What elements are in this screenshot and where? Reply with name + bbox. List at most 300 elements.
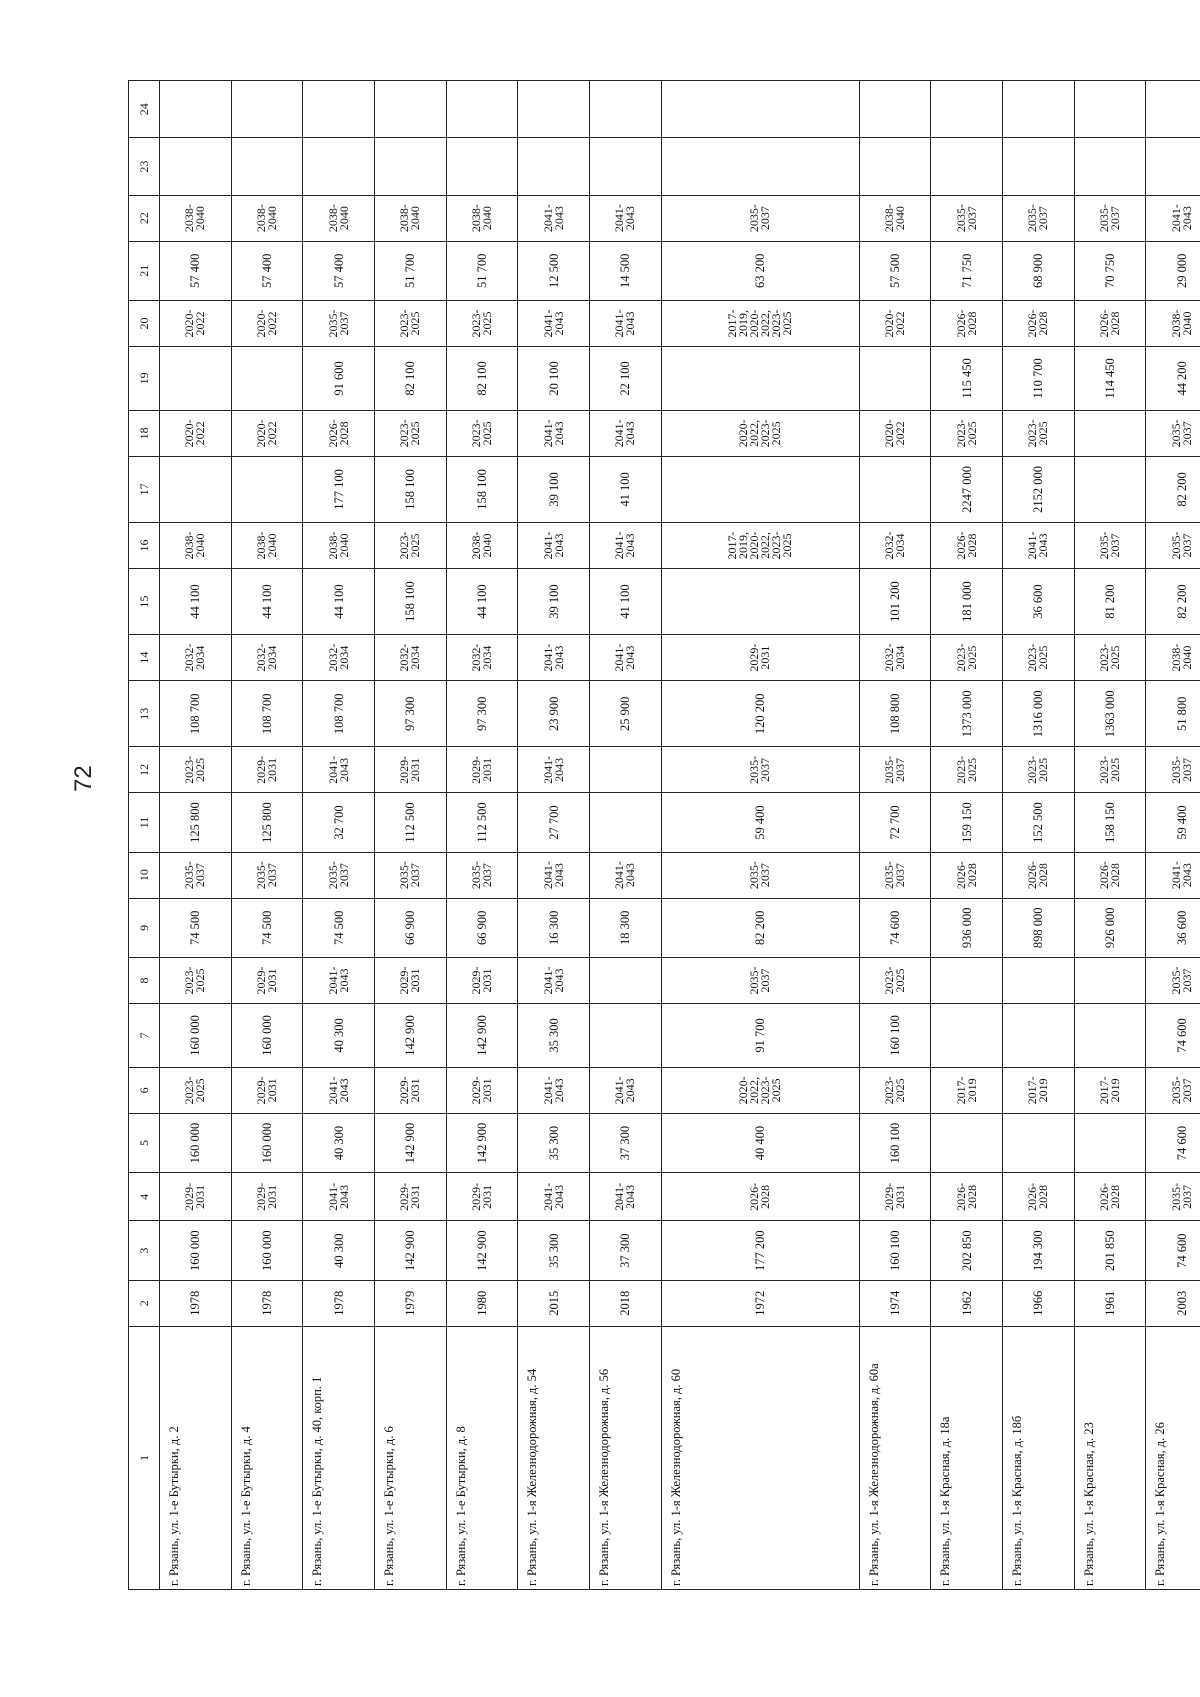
value-cell: 22 100 [590,346,662,410]
column-header: 6 [129,1067,160,1113]
column-header: 12 [129,747,160,793]
period-cell: 2041-2043 [518,1173,590,1221]
period-cell: 2023-2025 [859,1067,931,1113]
column-header: 18 [129,410,160,456]
period-cell: 2029-2031 [375,1173,447,1221]
value-cell: 91 600 [303,346,375,410]
period-cell: 2041-2043 [590,523,662,569]
period-cell: 2026-2028 [1002,1173,1074,1221]
period-cell: 2035-2037 [303,301,375,347]
period-cell: 2017-2019 [1074,1067,1146,1113]
period-cell: 2041-2043 [590,301,662,347]
value-cell [231,138,303,195]
period-cell: 2035-2037 [661,958,859,1004]
period-cell: 2026-2028 [661,1173,859,1221]
value-cell: 142 900 [446,1003,518,1067]
value-cell [931,81,1003,139]
value-cell [303,81,375,139]
address-cell: г. Рязань, ул. 1-я Красная, д. 26 [1146,1326,1200,1589]
period-cell: 2038-2040 [859,195,931,241]
value-cell [160,456,232,522]
value-cell [1074,138,1146,195]
value-cell: 51 700 [375,241,447,301]
address-cell: г. Рязань, ул. 1-я Красная, д. 23 [1074,1326,1146,1589]
period-cell: 2035-2037 [931,195,1003,241]
period-cell: 2023-2025 [375,301,447,347]
address-cell: г. Рязань, ул. 1-я Железнодорожная, д. 60а [859,1326,931,1589]
period-cell: 2029-2031 [231,747,303,793]
value-cell [661,138,859,195]
value-cell: 158 100 [375,568,447,634]
value-cell: 1316 000 [1002,681,1074,747]
period-cell: 2023-2025 [1074,635,1146,681]
value-cell: 81 200 [1074,568,1146,634]
period-cell: 2023-2025 [160,1067,232,1113]
period-cell: 2041-2043 [303,1067,375,1113]
period-cell: 2041-2043 [518,301,590,347]
period-cell: 2041-2043 [518,195,590,241]
value-cell: 39 100 [518,568,590,634]
column-header: 14 [129,635,160,681]
period-cell: 2026-2028 [931,1173,1003,1221]
value-cell [859,138,931,195]
value-cell: 160 000 [231,1003,303,1067]
table-row [375,81,447,1590]
value-cell [590,747,662,793]
value-cell: 97 300 [375,681,447,747]
period-cell: 2035-2037 [303,852,375,898]
value-cell [859,346,931,410]
value-cell [859,456,931,522]
period-cell: 2041-2043 [1146,195,1200,241]
period-cell: 2041-2043 [590,410,662,456]
value-cell: 125 800 [231,793,303,853]
value-cell: 44 100 [446,568,518,634]
value-cell: 160 000 [160,1003,232,1067]
period-cell: 2035-2037 [1002,195,1074,241]
period-cell: 2026-2028 [1074,1173,1146,1221]
period-cell: 2023-2025 [1074,747,1146,793]
column-header: 10 [129,852,160,898]
year-cell: 1978 [231,1280,303,1326]
period-cell: 2038-2040 [375,195,447,241]
value-cell: 40 300 [303,1113,375,1173]
value-cell [375,81,447,139]
value-cell [1074,1113,1146,1173]
value-cell: 142 900 [446,1221,518,1281]
period-cell: 2041-2043 [1002,523,1074,569]
value-cell: 82 200 [1146,456,1200,522]
value-cell: 40 400 [661,1113,859,1173]
value-cell: 41 100 [590,456,662,522]
period-cell: 2041-2043 [590,635,662,681]
period-cell: 2041-2043 [303,747,375,793]
value-cell: 142 900 [375,1003,447,1067]
period-cell: 2035-2037 [1074,523,1146,569]
table-container [128,80,1200,1590]
value-cell: 194 300 [1002,1221,1074,1281]
period-cell: 2035-2037 [661,747,859,793]
value-cell: 1373 000 [931,681,1003,747]
period-cell: 2032-2034 [375,635,447,681]
value-cell: 41 100 [590,568,662,634]
value-cell [518,138,590,195]
period-cell: 2032-2034 [859,523,931,569]
column-header: 21 [129,241,160,301]
value-cell: 16 300 [518,898,590,958]
value-cell: 108 700 [303,681,375,747]
period-cell: 2029-2031 [375,958,447,1004]
value-cell: 40 300 [303,1221,375,1281]
period-cell: 2023-2025 [931,410,1003,456]
table-row [518,81,590,1590]
period-cell: 2035-2037 [1146,410,1200,456]
table-row [931,81,1003,1590]
period-cell: 2017-2019 [1002,1067,1074,1113]
value-cell: 125 800 [160,793,232,853]
value-cell: 2152 000 [1002,456,1074,522]
period-cell: 2026-2028 [1074,852,1146,898]
table-row [859,81,931,1590]
period-cell: 2038-2040 [1146,301,1200,347]
period-cell: 2032-2034 [160,635,232,681]
period-cell: 2023-2025 [160,958,232,1004]
value-cell: 202 850 [931,1221,1003,1281]
value-cell [1146,81,1200,139]
period-cell: 2029-2031 [446,747,518,793]
period-cell: 2020-2022 [859,301,931,347]
period-cell: 2035-2037 [231,852,303,898]
period-cell: 2038-2040 [160,523,232,569]
year-cell: 1962 [931,1280,1003,1326]
value-cell: 142 900 [375,1113,447,1173]
value-cell: 71 750 [931,241,1003,301]
value-cell: 82 200 [661,898,859,958]
period-cell: 2017-2019, 2020-2022, 2023-2025 [661,301,859,347]
period-cell: 2041-2043 [518,1067,590,1113]
value-cell: 142 900 [375,1221,447,1281]
address-cell: г. Рязань, ул. 1-е Бутырки, д. 6 [375,1326,447,1589]
period-cell: 2017-2019 [931,1067,1003,1113]
period-cell: 2038-2040 [446,195,518,241]
value-cell: 110 700 [1002,346,1074,410]
period-cell: 2020-2022 [160,301,232,347]
column-header: 22 [129,195,160,241]
value-cell: 23 900 [518,681,590,747]
period-cell: 2038-2040 [160,195,232,241]
value-cell: 160 100 [859,1113,931,1173]
column-header: 1 [129,1326,160,1589]
value-cell: 44 200 [1146,346,1200,410]
table-header [129,81,160,1590]
period-cell: 2029-2031 [446,1067,518,1113]
period-cell: 2017-2019, 2020-2022, 2023-2025 [661,523,859,569]
year-cell: 1961 [1074,1280,1146,1326]
value-cell: 57 400 [303,241,375,301]
value-cell: 898 000 [1002,898,1074,958]
column-header: 16 [129,523,160,569]
period-cell: 2035-2037 [1074,195,1146,241]
value-cell: 108 800 [859,681,931,747]
value-cell: 114 450 [1074,346,1146,410]
value-cell: 159 150 [931,793,1003,853]
value-cell: 14 500 [590,241,662,301]
period-cell: 2020-2022 [160,410,232,456]
value-cell: 160 000 [231,1221,303,1281]
period-cell: 2029-2031 [160,1173,232,1221]
year-cell: 1980 [446,1280,518,1326]
value-cell: 177 100 [303,456,375,522]
value-cell: 39 100 [518,456,590,522]
value-cell: 181 000 [931,568,1003,634]
period-cell: 2026-2028 [1074,301,1146,347]
address-cell: г. Рязань, ул. 1-е Бутырки, д. 8 [446,1326,518,1589]
value-cell: 1363 000 [1074,681,1146,747]
year-cell: 2015 [518,1280,590,1326]
year-cell: 1974 [859,1280,931,1326]
period-cell: 2023-2025 [446,410,518,456]
value-cell [931,1113,1003,1173]
value-cell: 74 600 [1146,1113,1200,1173]
value-cell: 160 100 [859,1221,931,1281]
period-cell: 2020-2022 [859,410,931,456]
period-cell: 2026-2028 [931,852,1003,898]
value-cell: 108 700 [231,681,303,747]
value-cell: 27 700 [518,793,590,853]
value-cell [1002,81,1074,139]
period-cell: 2029-2031 [231,1173,303,1221]
period-cell: 2038-2040 [1146,635,1200,681]
value-cell: 35 300 [518,1221,590,1281]
value-cell: 158 100 [446,456,518,522]
period-cell: 2029-2031 [375,1067,447,1113]
year-cell: 1972 [661,1280,859,1326]
column-header: 7 [129,1003,160,1067]
period-cell: 2041-2043 [590,852,662,898]
period-cell: 2035-2037 [661,195,859,241]
year-cell: 2003 [1146,1280,1200,1326]
period-cell: 2041-2043 [303,1173,375,1221]
period-cell: 2041-2043 [590,1173,662,1221]
period-cell: 2041-2043 [518,747,590,793]
period-cell: 2041-2043 [518,852,590,898]
period-cell: 2020-2022, 2023-2025 [661,410,859,456]
period-cell: 2041-2043 [1146,852,1200,898]
address-cell: г. Рязань, ул. 1-я Красная, д. 18б [1002,1326,1074,1589]
page-number: 72 [70,765,97,792]
period-cell: 2035-2037 [446,852,518,898]
column-header: 2 [129,1280,160,1326]
value-cell: 74 500 [303,898,375,958]
value-cell [1146,138,1200,195]
value-cell: 112 500 [446,793,518,853]
value-cell: 57 400 [160,241,232,301]
value-cell [590,81,662,139]
column-header: 5 [129,1113,160,1173]
value-cell: 160 000 [160,1221,232,1281]
value-cell [661,568,859,634]
value-cell: 112 500 [375,793,447,853]
address-cell: г. Рязань, ул. 1-я Железнодорожная, д. 54 [518,1326,590,1589]
column-header: 24 [129,81,160,139]
period-cell: 2023-2025 [160,747,232,793]
value-cell: 177 200 [661,1221,859,1281]
period-cell: 2023-2025 [375,523,447,569]
column-header: 11 [129,793,160,853]
address-cell: г. Рязань, ул. 1-е Бутырки, д. 4 [231,1326,303,1589]
value-cell [1074,958,1146,1004]
value-cell: 158 150 [1074,793,1146,853]
value-cell: 72 700 [859,793,931,853]
value-cell [1074,456,1146,522]
column-header: 9 [129,898,160,958]
value-cell [231,456,303,522]
column-header: 17 [129,456,160,522]
value-cell [931,958,1003,1004]
value-cell: 63 200 [661,241,859,301]
value-cell: 70 750 [1074,241,1146,301]
year-cell: 1966 [1002,1280,1074,1326]
value-cell [231,81,303,139]
table-body [160,81,1200,1590]
value-cell: 25 900 [590,681,662,747]
table-row [590,81,662,1590]
value-cell [375,138,447,195]
value-cell [590,958,662,1004]
value-cell: 201 850 [1074,1221,1146,1281]
period-cell: 2026-2028 [303,410,375,456]
value-cell [1002,958,1074,1004]
period-cell: 2035-2037 [661,852,859,898]
value-cell: 82 100 [446,346,518,410]
value-cell: 36 600 [1002,568,1074,634]
period-cell: 2041-2043 [518,635,590,681]
value-cell: 74 600 [1146,1003,1200,1067]
value-cell: 32 700 [303,793,375,853]
column-header: 13 [129,681,160,747]
value-cell: 44 100 [303,568,375,634]
period-cell: 2020-2022 [231,410,303,456]
value-cell: 2247 000 [931,456,1003,522]
period-cell: 2032-2034 [303,635,375,681]
value-cell [446,81,518,139]
period-cell: 2029-2031 [231,958,303,1004]
value-cell: 44 100 [231,568,303,634]
value-cell: 40 300 [303,1003,375,1067]
value-cell: 66 900 [375,898,447,958]
period-cell: 2023-2025 [859,958,931,1004]
value-cell: 74 500 [231,898,303,958]
value-cell: 59 400 [1146,793,1200,853]
table-row [303,81,375,1590]
period-cell: 2041-2043 [303,958,375,1004]
value-cell: 160 000 [160,1113,232,1173]
value-cell [303,138,375,195]
period-cell: 2038-2040 [303,523,375,569]
value-cell: 108 700 [160,681,232,747]
capital-repair-schedule-table [128,80,1200,1590]
value-cell: 82 200 [1146,568,1200,634]
address-cell: г. Рязань, ул. 1-я Железнодорожная, д. 56 [590,1326,662,1589]
value-cell: 142 900 [446,1113,518,1173]
rotated-table-frame [128,80,1200,1590]
period-cell: 2035-2037 [1146,958,1200,1004]
period-cell: 2038-2040 [231,195,303,241]
period-cell: 2026-2028 [1002,852,1074,898]
period-cell: 2035-2037 [1146,1067,1200,1113]
value-cell: 29 000 [1146,241,1200,301]
period-cell: 2023-2025 [375,410,447,456]
value-cell [1002,1003,1074,1067]
value-cell [160,138,232,195]
address-cell: г. Рязань, ул. 1-е Бутырки, д. 40, корп. 1 [303,1326,375,1589]
period-cell: 2035-2037 [1146,747,1200,793]
address-cell: г. Рязань, ул. 1-я Железнодорожная, д. 60 [661,1326,859,1589]
period-cell: 2038-2040 [303,195,375,241]
value-cell: 926 000 [1074,898,1146,958]
value-cell [1002,1113,1074,1173]
value-cell: 36 600 [1146,898,1200,958]
value-cell: 44 100 [160,568,232,634]
period-cell: 2035-2037 [1146,1173,1200,1221]
period-cell: 2026-2028 [931,301,1003,347]
table-row [446,81,518,1590]
value-cell [859,81,931,139]
address-cell: г. Рязань, ул. 1-е Бутырки, д. 2 [160,1326,232,1589]
value-cell [661,81,859,139]
period-cell: 2029-2031 [375,747,447,793]
value-cell: 68 900 [1002,241,1074,301]
value-cell: 152 500 [1002,793,1074,853]
value-cell: 160 100 [859,1003,931,1067]
period-cell: 2023-2025 [1002,747,1074,793]
column-header: 4 [129,1173,160,1221]
value-cell: 66 900 [446,898,518,958]
period-cell: 2029-2031 [446,958,518,1004]
value-cell [590,1003,662,1067]
value-cell: 74 600 [859,898,931,958]
value-cell: 20 100 [518,346,590,410]
period-cell: 2023-2025 [1002,410,1074,456]
column-header: 19 [129,346,160,410]
value-cell: 74 600 [1146,1221,1200,1281]
value-cell [590,793,662,853]
table-row [1002,81,1074,1590]
period-cell: 2020-2022 [231,301,303,347]
value-cell: 160 000 [231,1113,303,1173]
period-cell: 2026-2028 [1002,301,1074,347]
value-cell: 18 300 [590,898,662,958]
value-cell: 936 000 [931,898,1003,958]
column-header: 23 [129,138,160,195]
table-row [661,81,859,1590]
period-cell: 2035-2037 [160,852,232,898]
table-row [1146,81,1200,1590]
period-cell: 2032-2034 [446,635,518,681]
table-row [231,81,303,1590]
value-cell: 59 400 [661,793,859,853]
header-row [129,81,160,1590]
period-cell: 2035-2037 [859,747,931,793]
period-cell: 2023-2025 [931,635,1003,681]
value-cell [160,346,232,410]
period-cell: 2038-2040 [446,523,518,569]
value-cell: 35 300 [518,1113,590,1173]
value-cell [931,138,1003,195]
column-header: 8 [129,958,160,1004]
value-cell: 91 700 [661,1003,859,1067]
period-cell: 2035-2037 [859,852,931,898]
